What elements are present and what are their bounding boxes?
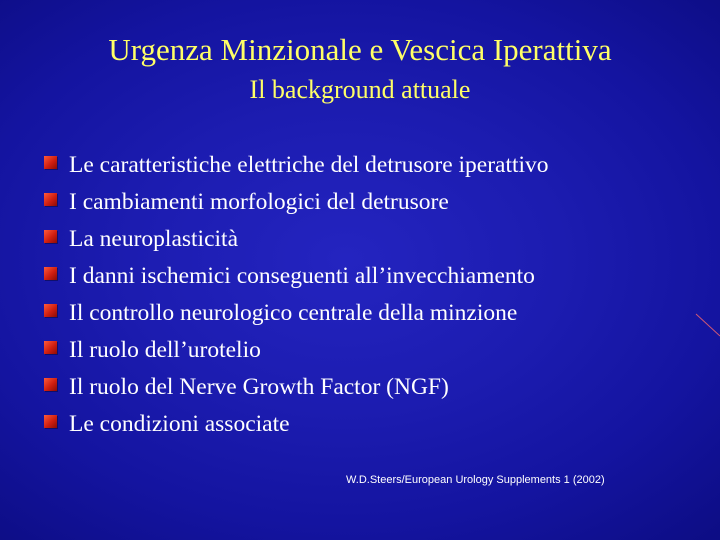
- bullet-text: I danni ischemici conseguenti all’invecchiamento: [69, 263, 535, 289]
- bullet-item: [44, 296, 549, 333]
- bullet-text: La neuroplasticità: [69, 226, 238, 252]
- bullet-item: [44, 185, 549, 222]
- red-square-bullet-icon: [44, 156, 57, 169]
- bullet-text: Le condizioni associate: [69, 411, 290, 437]
- bullet-text: Il ruolo dell’urotelio: [69, 337, 261, 363]
- bullet-text: I cambiamenti morfologici del detrusore: [69, 189, 449, 215]
- slide-subtitle: Il background attuale: [249, 75, 471, 104]
- red-square-bullet-icon: [44, 415, 57, 428]
- bullet-text: Le caratteristiche elettriche del detrusore iperattivo: [69, 152, 549, 178]
- citation: W.D.Steers/European Urology Supplements 1 (2002): [346, 474, 605, 486]
- red-square-bullet-icon: [44, 193, 57, 206]
- bullet-item: [44, 370, 549, 407]
- bullet-item: [44, 333, 549, 370]
- decorative-line: [694, 312, 720, 342]
- bullet-item: [44, 148, 549, 185]
- bullet-item: [44, 222, 549, 259]
- bullet-list: [44, 148, 549, 444]
- slide-title: Urgenza Minzionale e Vescica Iperattiva: [108, 32, 612, 67]
- red-square-bullet-icon: [44, 341, 57, 354]
- red-square-bullet-icon: [44, 304, 57, 317]
- red-square-bullet-icon: [44, 378, 57, 391]
- red-square-bullet-icon: [44, 267, 57, 280]
- red-square-bullet-icon: [44, 230, 57, 243]
- bullet-item: [44, 407, 549, 444]
- bullet-item: [44, 259, 549, 296]
- bullet-text: Il ruolo del Nerve Growth Factor (NGF): [69, 374, 449, 400]
- bullet-text: Il controllo neurologico centrale della minzione: [69, 300, 518, 326]
